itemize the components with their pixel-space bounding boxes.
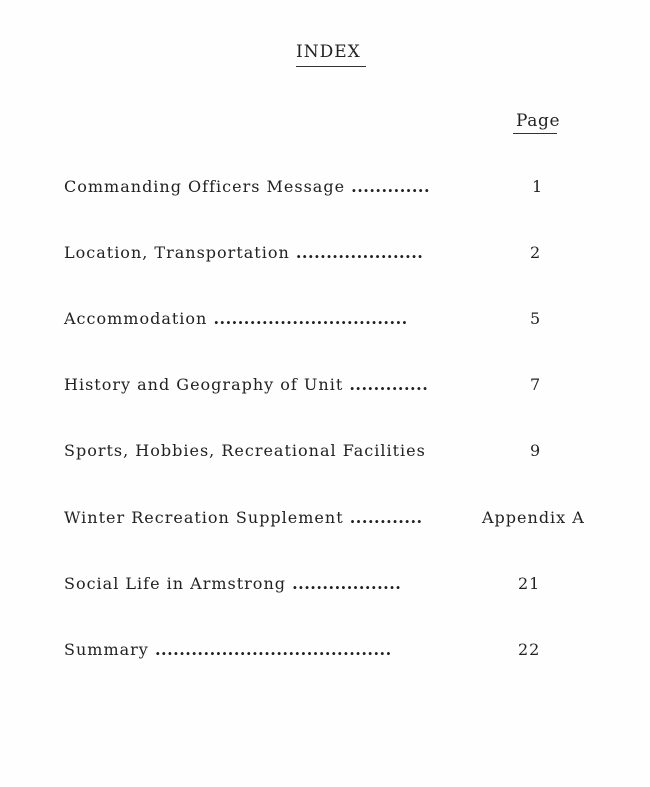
entry-page-number: 7: [530, 375, 542, 394]
entry-label: Location, Transportation: [64, 243, 290, 262]
entry-label: Social Life in Armstrong: [64, 574, 286, 593]
entry-leader-dots: .............: [349, 375, 429, 394]
entry-label: History and Geography of Unit: [64, 375, 344, 394]
entry-page-number: 22: [518, 640, 541, 659]
entry-leader-dots: .....................: [295, 243, 424, 262]
page-column-header: Page: [516, 111, 561, 131]
index-entry-history-geography: [64, 375, 428, 394]
entry-page-number: 9: [530, 441, 542, 460]
entry-leader-dots: ..................: [292, 574, 402, 593]
index-entry-sports-hobbies: [64, 441, 426, 460]
index-entry-summary: [64, 640, 392, 659]
index-entry-location-transportation: [64, 243, 423, 262]
index-title: INDEX: [296, 42, 361, 62]
entry-leader-dots: .............: [351, 177, 431, 196]
entry-page-number: 2: [530, 243, 542, 262]
entry-label: Summary: [64, 640, 149, 659]
entry-label: Sports, Hobbies, Recreational Facilities: [64, 441, 426, 460]
entry-leader-dots: ................................: [213, 309, 408, 328]
index-entry-social-life: [64, 574, 401, 593]
entry-page-number: 21: [518, 574, 541, 593]
entry-label: Commanding Officers Message: [64, 177, 346, 196]
entry-page-appendix: Appendix A: [482, 508, 585, 527]
entry-label: Accommodation: [64, 309, 208, 328]
entry-leader-dots: .......................................: [154, 640, 392, 659]
entry-page-number: 1: [532, 177, 544, 196]
entry-leader-dots: ............: [349, 508, 423, 527]
page-header-underline: [513, 133, 557, 134]
index-entry-accommodation: [64, 309, 408, 328]
title-underline: [296, 66, 366, 67]
index-entry-winter-recreation: [64, 508, 423, 527]
entry-page-number: 5: [530, 309, 542, 328]
index-entry-commanding-officers-message: [64, 177, 430, 196]
entry-label: Winter Recreation Supplement: [64, 508, 344, 527]
